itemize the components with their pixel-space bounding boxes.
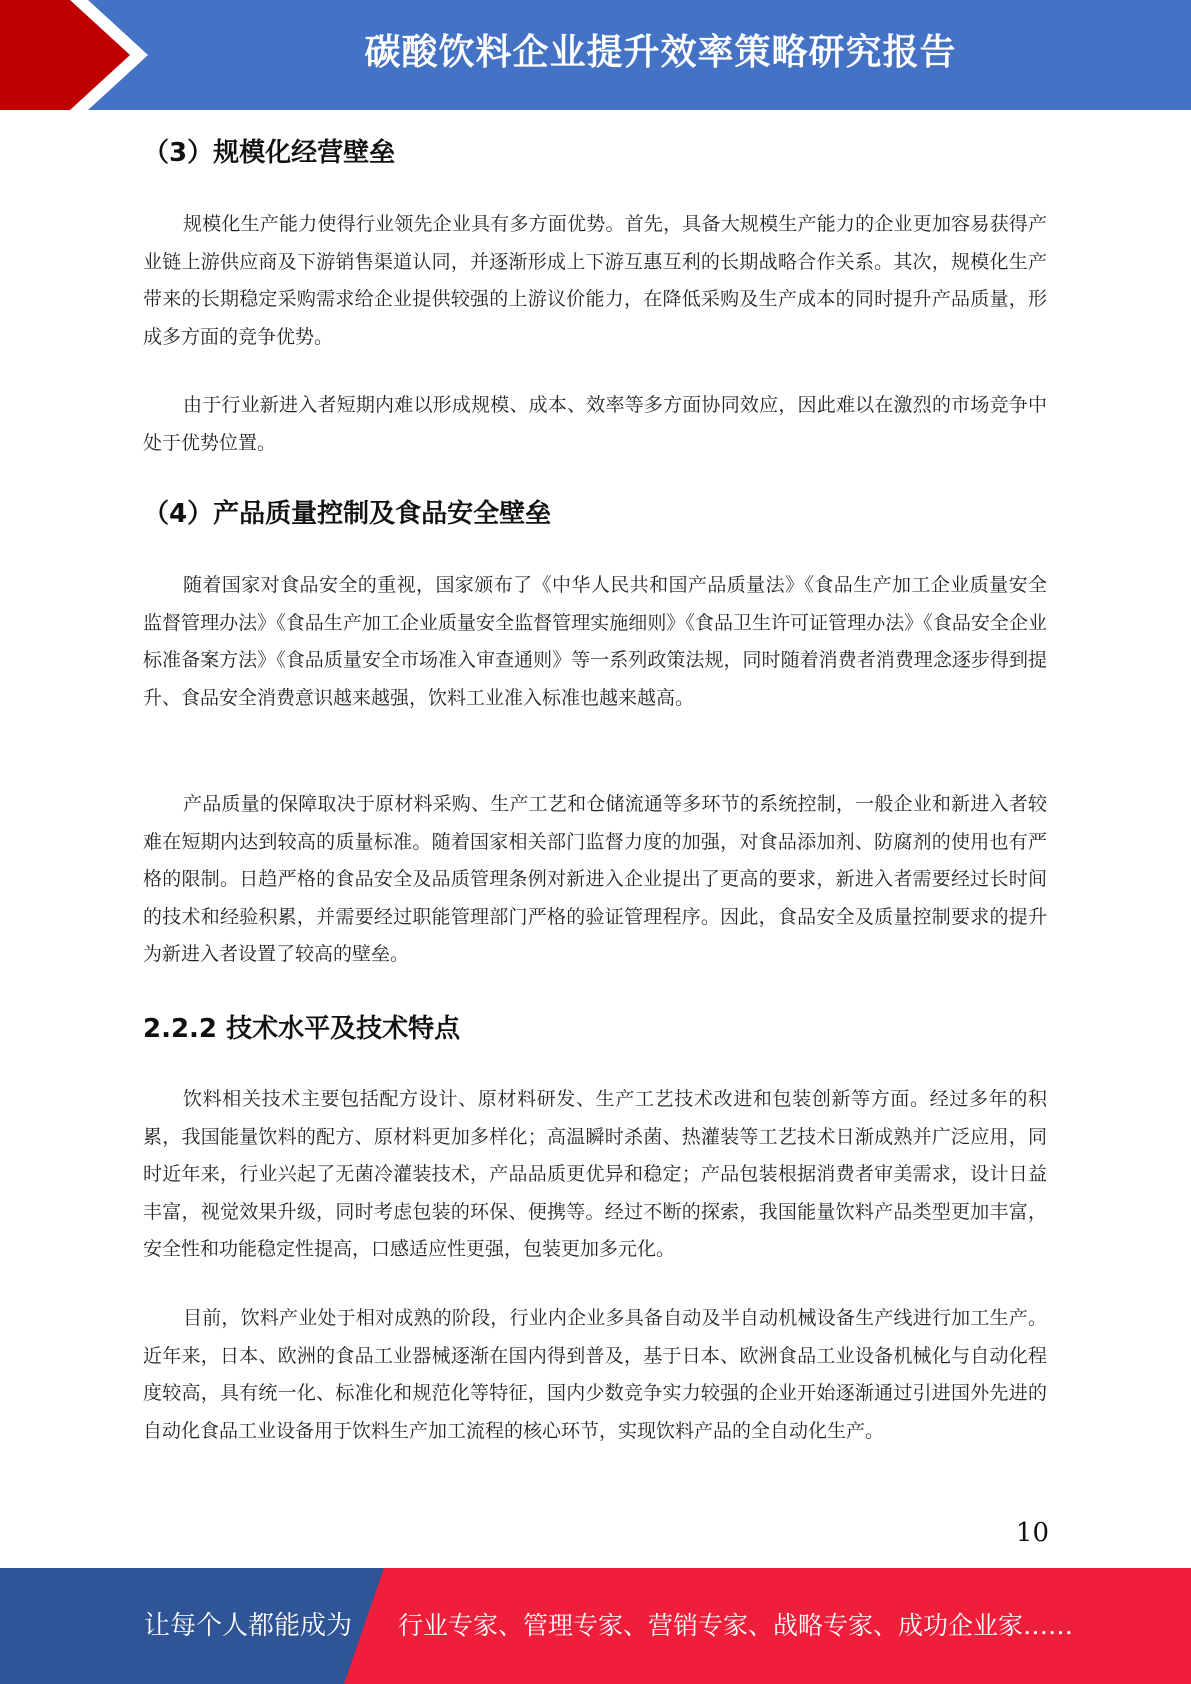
section-heading: （4）产品质量控制及食品安全壁垒 [143,499,552,529]
paragraph: 随着国家对食品安全的重视，国家颁布了《中华人民共和国产品质量法》《食品生产加工企业质量安全监督管理办法》《食品生产加工企业质量安全监督管理实施细则》《食品卫生许可证管理办法》《食品安全企业标准备案方法》《食品质量安全市场准入审查通则》等一系列政策法规，同时随着消费者消费理念逐步得到提升、食品安全消费意识越来越强，饮料工业准入标准也越来越高。 [143,574,1047,709]
footer-slogan-left: 让每个人都能成为 [144,1611,353,1641]
paragraph: 由于行业新进入者短期内难以形成规模、成本、效率等多方面协同效应，因此难以在激烈的市场竞争中处于优势位置。 [143,394,1047,454]
page-number: 10 [1015,1518,1049,1548]
paragraph: 饮料相关技术主要包括配方设计、原材料研发、生产工艺技术改进和包装创新等方面。经过多年的积累，我国能量饮料的配方、原材料更加多样化；高温瞬时杀菌、热灌装等工艺技术日渐成熟并广泛应用，同时近年来，行业兴起了无菌冷灌装技术，产品品质更优异和稳定；产品包装根据消费者审美需求，设计日益丰富，视觉效果升级，同时考虑包装的环保、便携等。经过不断的探索，我国能量饮料产品类型更加丰富，安全性和功能稳定性提高，口感适应性更强，包装更加多元化。 [143,1088,1047,1261]
paragraph: 规模化生产能力使得行业领先企业具有多方面优势。首先，具备大规模生产能力的企业更加容易获得产业链上游供应商及下游销售渠道认同，并逐渐形成上下游互惠互利的长期战略合作关系。其次，规模化生产带来的长期稳定采购需求给企业提供较强的上游议价能力，在降低采购及生产成本的同时提升产品质量，形成多方面的竞争优势。 [143,213,1047,348]
section-heading: （3）规模化经营壁垒 [143,138,396,168]
footer-slogan-right: 行业专家、管理专家、营销专家、战略专家、成功企业家…… [398,1611,1074,1640]
paragraph: 目前，饮料产业处于相对成熟的阶段，行业内企业多具备自动及半自动机械设备生产线进行加工生产。近年来，日本、欧洲的食品工业器械逐渐在国内得到普及，基于日本、欧洲食品工业设备机械化与自动化程度较高，具有统一化、标准化和规范化等特征，国内少数竞争实力较强的企业开始逐渐通过引进国外先进的自动化食品工业设备用于饮料生产加工流程的核心环节，实现饮料产品的全自动化生产。 [143,1307,1047,1442]
subsection-heading: 2.2.2 技术水平及技术特点 [143,1014,461,1044]
header-title: 碳酸饮料企业提升效率策略研究报告 [364,32,957,73]
page-header [0,0,1191,110]
paragraph: 产品质量的保障取决于原材料采购、生产工艺和仓储流通等多环节的系统控制，一般企业和新进入者较难在短期内达到较高的质量标准。随着国家相关部门监督力度的加强，对食品添加剂、防腐剂的使用也有严格的限制。日趋严格的食品安全及品质管理条例对新进入企业提出了更高的要求，新进入者需要经过长时间的技术和经验积累，并需要经过职能管理部门严格的验证管理程序。因此，食品安全及质量控制要求的提升为新进入者设置了较高的壁垒。 [143,793,1047,966]
page-footer [0,1568,1191,1684]
